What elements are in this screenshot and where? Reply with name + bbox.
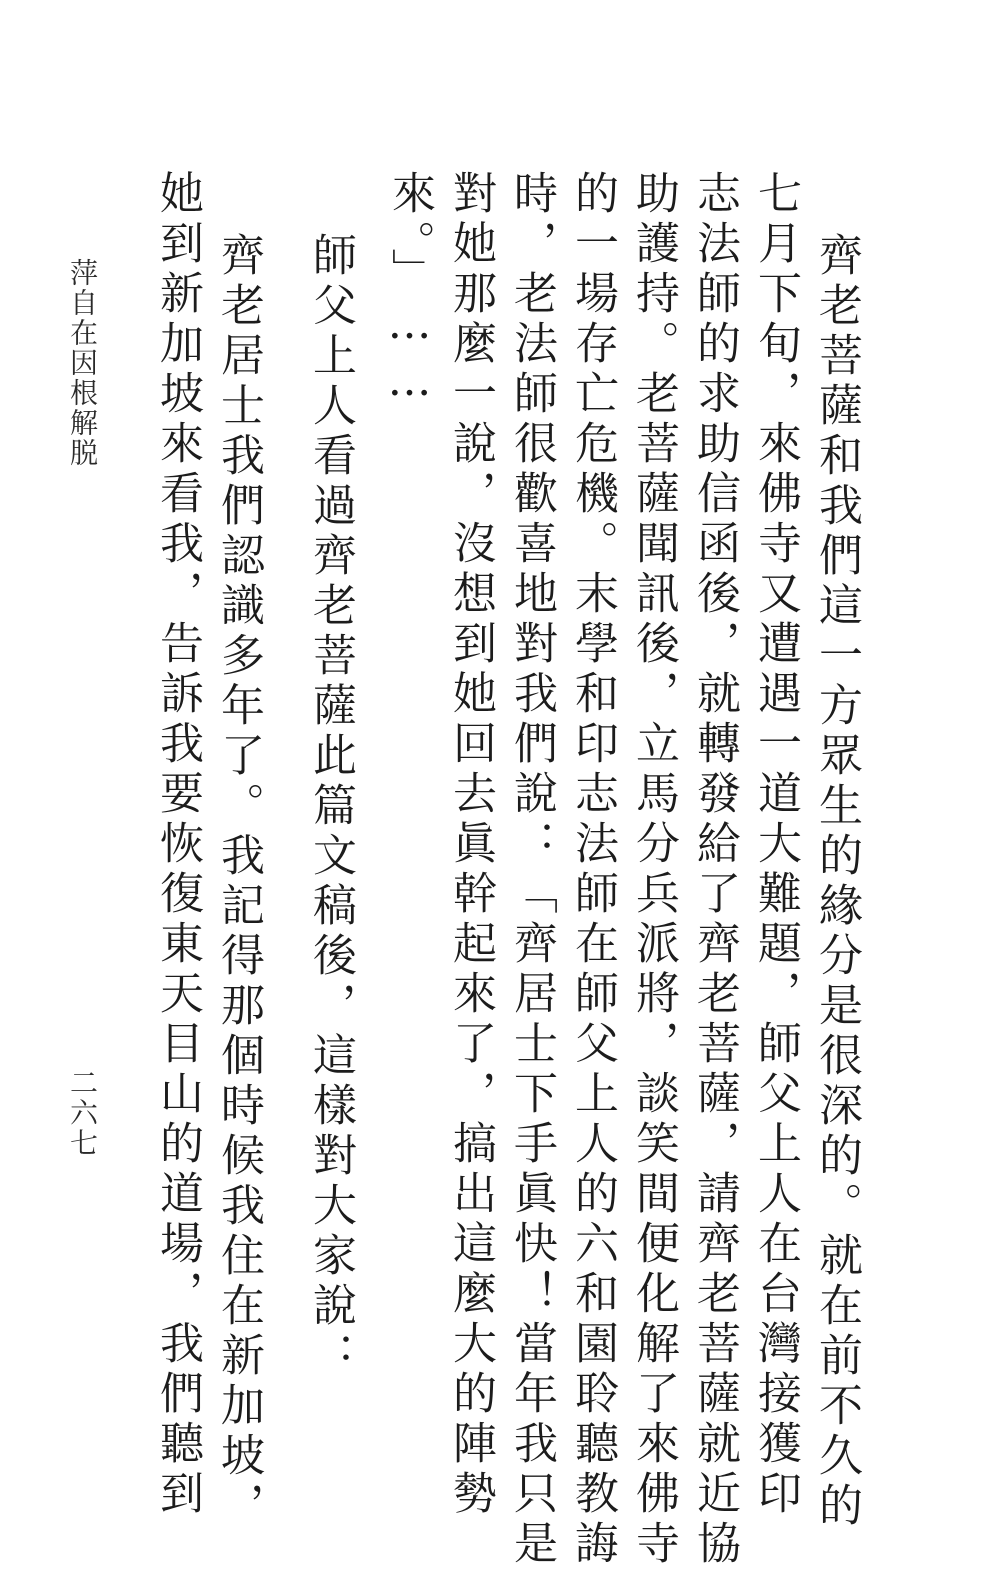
text-column-8: 來。」…… — [384, 170, 435, 412]
text-column-11: 她到新加坡來看我，告訴我要恢復東天目山的道場，我們聽到 — [152, 170, 203, 1520]
running-title: 萍自在因根解脱 — [66, 258, 99, 468]
page-number: 二六七 — [66, 1068, 99, 1158]
text-column-3: 志法師的求助信函後，就轉發給了齊老菩薩，請齊老菩薩就近協 — [689, 170, 740, 1570]
text-column-4: 助護持。老菩薩聞訊後，立馬分兵派將，談笑間便化解了來佛寺 — [628, 170, 679, 1570]
text-column-7: 對她那麼一說，沒想到她回去眞幹起來了，搞出這麼大的陣勢 — [445, 170, 496, 1520]
text-column-2: 七月下旬，來佛寺又遭遇一道大難題，師父上人在台灣接獲印 — [750, 170, 801, 1520]
text-column-6: 時，老法師很歡喜地對我們說：「齊居士下手眞快！當年我只是 — [506, 170, 557, 1570]
text-column-9: 師父上人看過齊老菩薩此篇文稿後，這樣對大家說： — [305, 232, 356, 1382]
text-column-5: 的一場存亡危機。末學和印志法師在師父上人的六和園聆聽教誨 — [567, 170, 618, 1570]
text-column-10: 齊老居士我們認識多年了。我記得那個時候我住在新加坡， — [213, 232, 264, 1532]
text-column-1: 齊老菩薩和我們這一方眾生的緣分是很深的。就在前不久的 — [811, 232, 862, 1532]
